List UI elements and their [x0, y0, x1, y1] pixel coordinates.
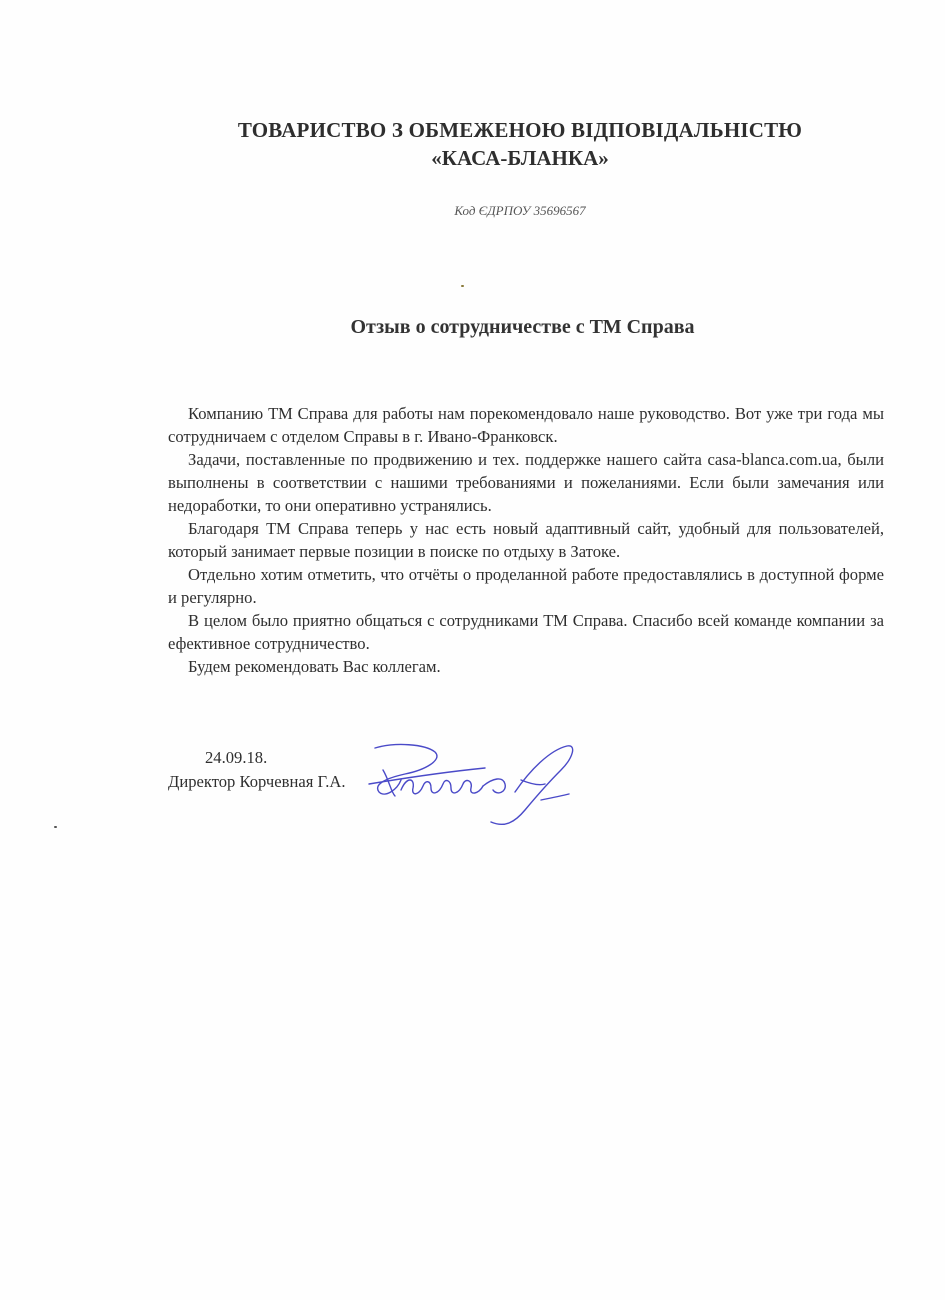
scan-speck: [54, 826, 57, 828]
director-name: Директор Корчевная Г.А.: [168, 772, 346, 791]
document-title: Отзыв о сотрудничестве с ТМ Справа: [350, 316, 695, 338]
body-paragraph: Отдельно хотим отметить, что отчёты о проделанной работе предоставлялись в доступной форме и регулярно.: [168, 565, 884, 607]
edrpou-code: Код ЄДРПОУ 35696567: [454, 203, 586, 218]
signature-image: [365, 740, 585, 830]
letter-date: 24.09.18.: [205, 748, 268, 767]
body-paragraph: Благодаря ТМ Справа теперь у нас есть новый адаптивный сайт, удобный для пользователей, который занимает первые позиции в поиске по отдыху в Затоке.: [168, 519, 884, 561]
body-paragraph: В целом было приятно общаться с сотрудниками ТМ Справа. Спасибо всей команде компании за ефективное сотрудничество.: [168, 611, 884, 653]
company-short-name: «КАСА-БЛАНКА»: [431, 146, 609, 170]
body-paragraph: Задачи, поставленные по продвижению и тех. поддержке нашего сайта casa-blanca.com.ua, были выполнены в соответствии с нашими требованиями и пожеланиями. Если были замечания или недоработки, то они оперативно устранялись.: [168, 450, 884, 515]
scan-speck: [461, 285, 464, 287]
body-paragraph: Будем рекомендовать Вас коллегам.: [188, 657, 441, 676]
body-paragraph: Компанию ТМ Справа для работы нам порекомендовало наше руководство. Вот уже три года мы сотрудничаем с отделом Справы в г. Ивано-Франковск.: [168, 404, 884, 446]
letter-body: [168, 402, 884, 678]
company-name: ТОВАРИСТВО З ОБМЕЖЕНОЮ ВІДПОВІДАЛЬНІСТЮ: [237, 118, 803, 142]
